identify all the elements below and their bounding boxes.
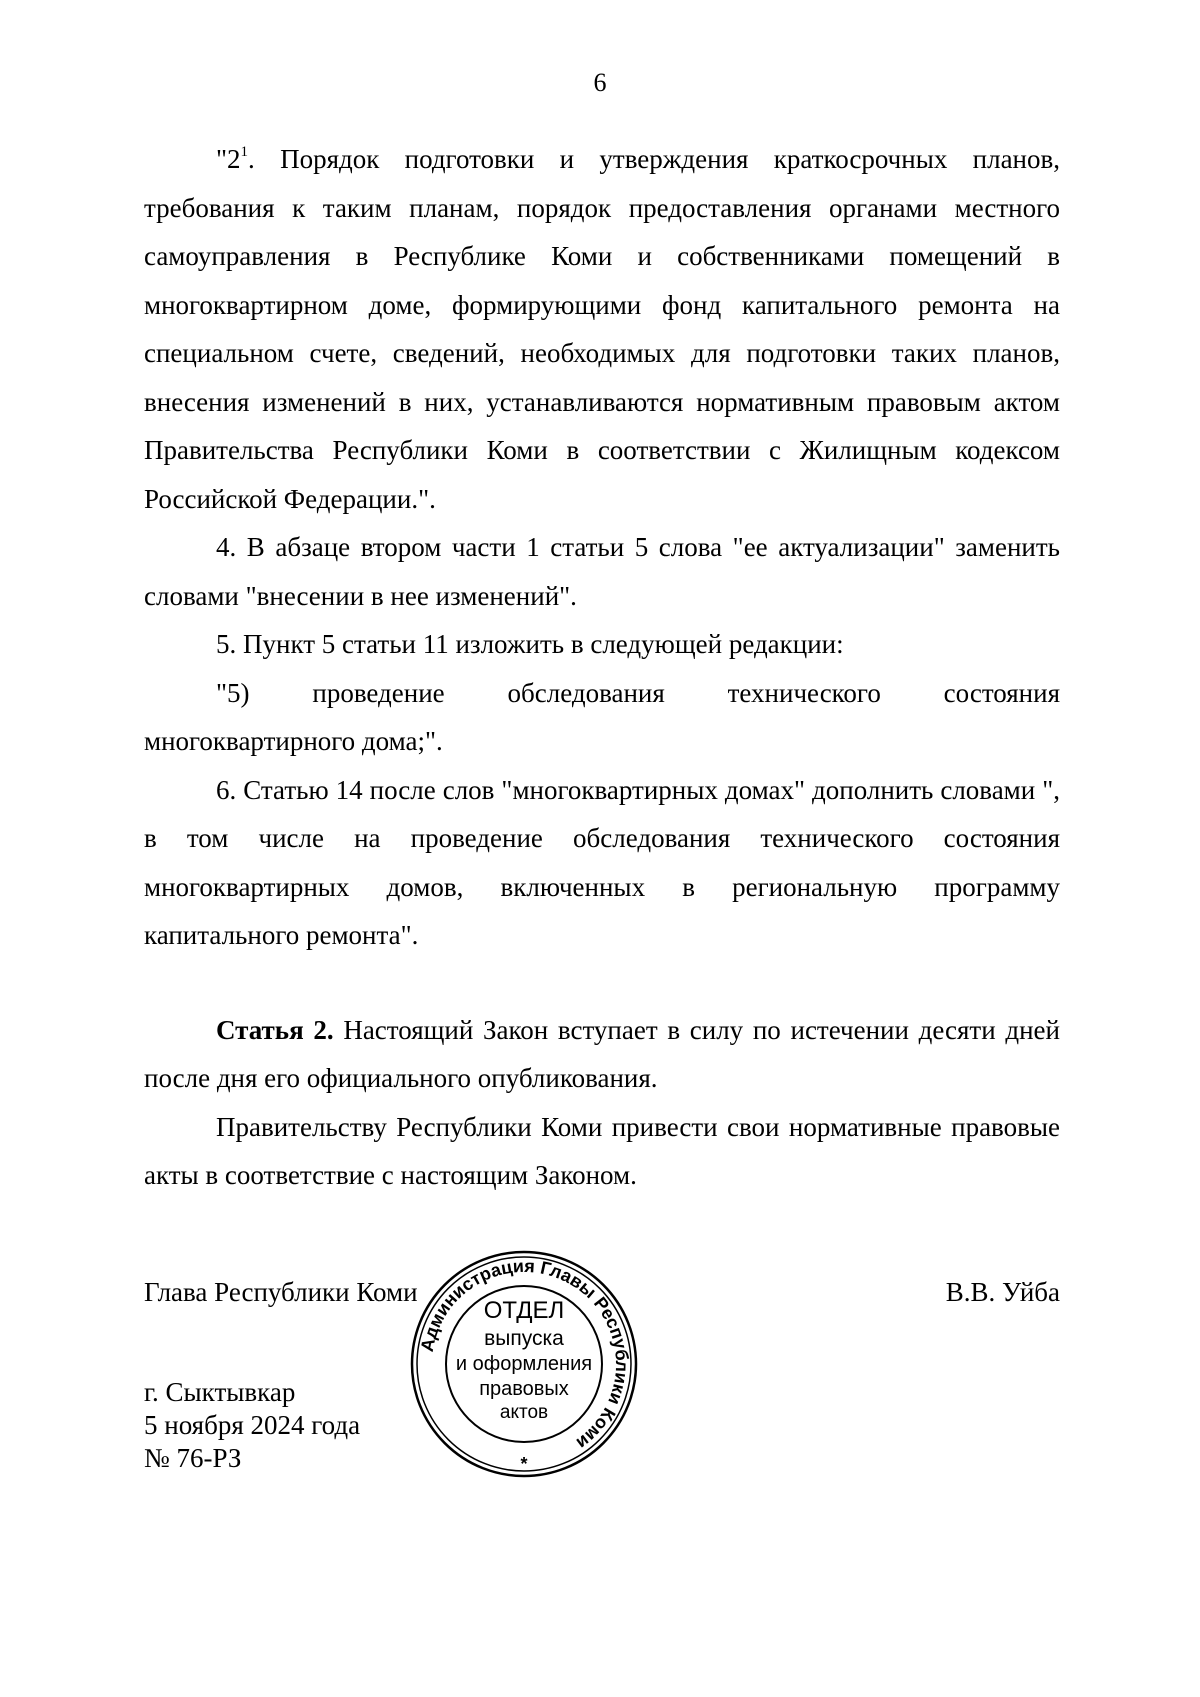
signatory-name: В.В. Уйба <box>945 1277 1060 1307</box>
paragraph-government-instruction: Правительству Республики Коми привести свои нормативные правовые акты в соответствие с настоящим Законом. <box>144 1111 1060 1190</box>
paragraph-prefix: "2 <box>216 144 241 174</box>
stamp-star: * <box>520 1454 528 1474</box>
paragraph-item-5: 5. Пункт 5 статьи 11 изложить в следующей редакции: <box>216 629 844 659</box>
place-date-number <box>144 1376 360 1475</box>
article-text: Настоящий Закон вступает в силу по истечении десяти дней после дня его официального опубликования. <box>144 1014 1060 1093</box>
paragraph-text: . Порядок подготовки и утверждения краткосрочных планов, требования к таким планам, порядок предоставления органами местного самоуправления в Республике Коми и собственниками помещений в многоквартирном доме, формирующими фонд капитального ремонта на специальном счете, сведений, необходимых для подготовки таких планов, внесения изменений в них, устанавливаются нормативным правовым актом Правительства Республики Коми в соответствии с Жилищным кодексом Российской Федерации.". <box>144 144 1060 514</box>
signatory-title: Глава Республики Коми <box>144 1277 418 1307</box>
date: 5 ноября 2024 года <box>144 1410 361 1440</box>
document-body <box>144 135 1060 1200</box>
stamp-line-1: ОТДЕЛ <box>483 1297 565 1324</box>
stamp-ring-textpath: Администрация Главы Республики Коми <box>416 1255 633 1454</box>
superscript: 1 <box>240 144 249 160</box>
paragraph-article-2 <box>144 1006 1060 1103</box>
paragraph-item-4: 4. В абзаце втором части 1 статьи 5 слова "ее актуализации" заменить словами "внесении в нее изменений". <box>144 532 1060 611</box>
stamp-line-2: выпуска <box>484 1327 564 1350</box>
stamp-line-4: правовых <box>479 1378 569 1400</box>
paragraph-short-term-plans <box>144 135 1060 523</box>
law-number: № 76-РЗ <box>144 1443 242 1473</box>
stamp-line-5: актов <box>499 1402 549 1423</box>
paragraph-item-6: 6. Статью 14 после слов "многоквартирных домах" дополнить словами ", в том числе на проведение обследования технического состояния многоквартирных домов, включенных в региональную программу капитального ремонта". <box>144 774 1060 950</box>
article-label: Статья 2. <box>216 1014 334 1045</box>
paragraph-quote-line-2: многоквартирного дома;". <box>144 726 443 756</box>
city: г. Сыктывкар <box>144 1377 296 1407</box>
page-number: 6 <box>593 68 607 97</box>
stamp-line-3: и оформления <box>455 1353 593 1375</box>
official-stamp <box>408 1248 640 1480</box>
paragraph-quote-line-1: "5) проведение обследования технического состояния <box>216 677 1060 708</box>
